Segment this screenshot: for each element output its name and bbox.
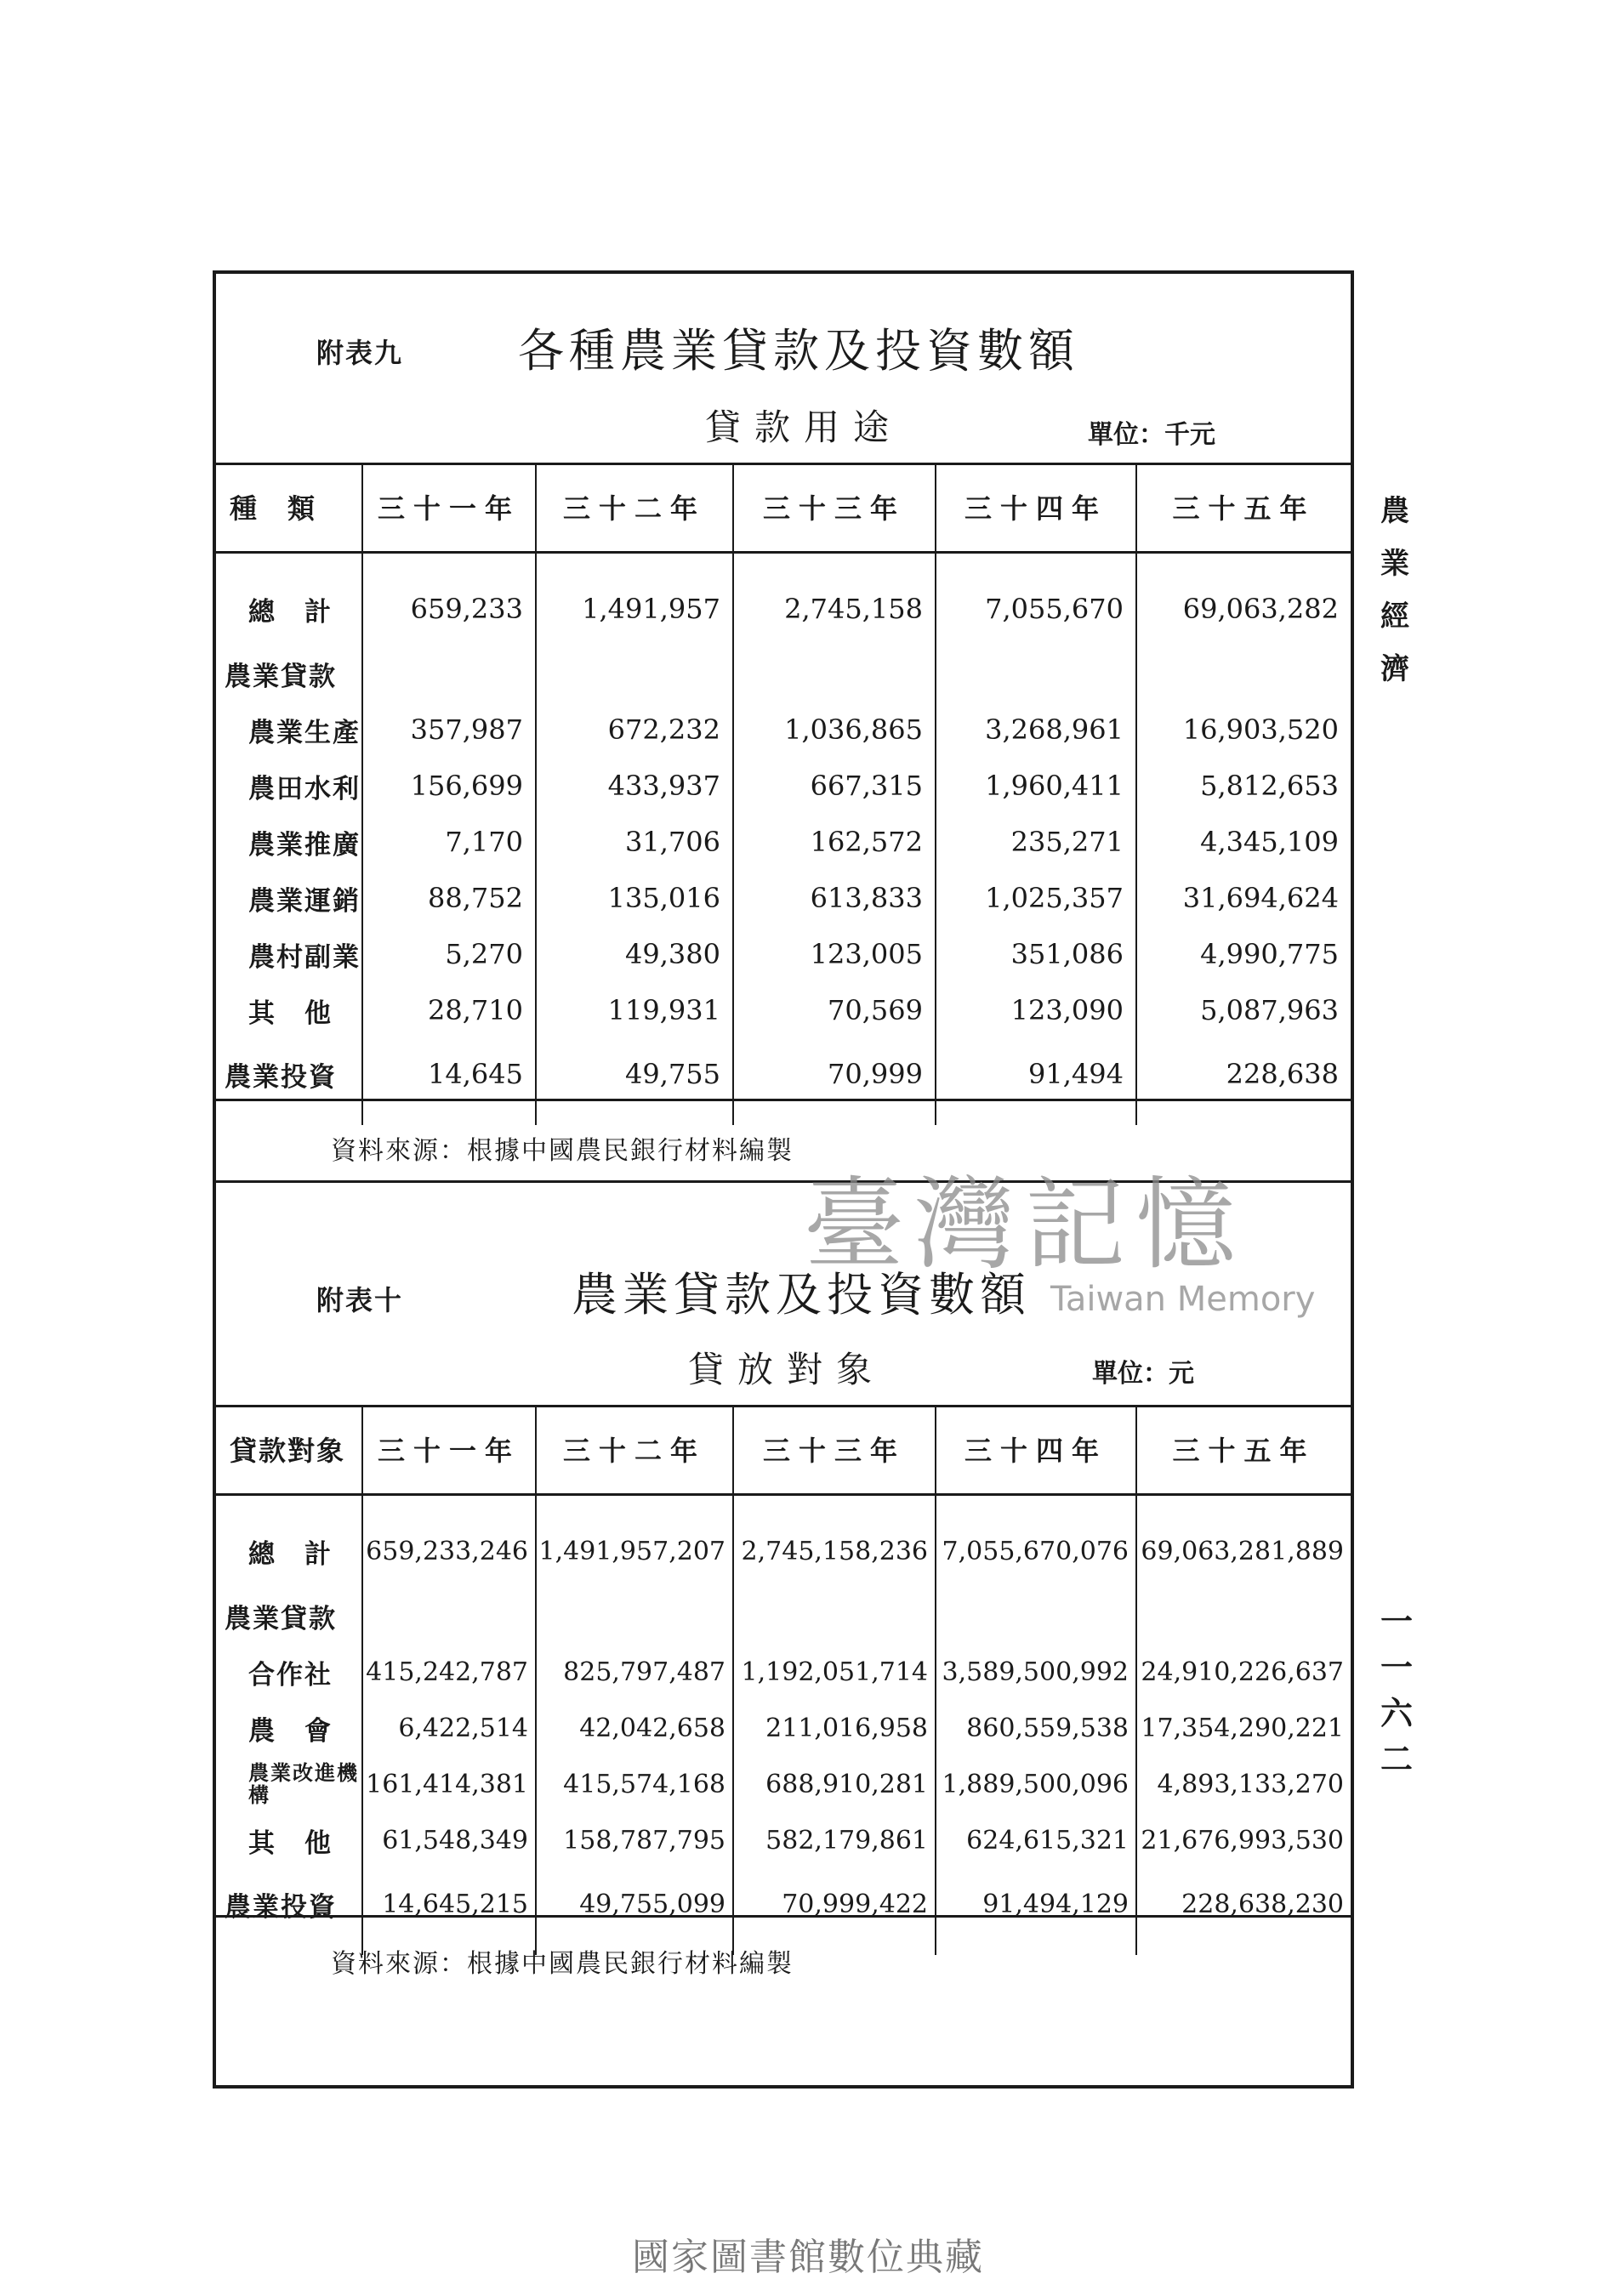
column-header: 三十一年: [362, 463, 536, 553]
cell: 5,087,963: [1136, 982, 1351, 1038]
column-header: 三十二年: [536, 1405, 733, 1495]
cell: 659,233,246: [362, 1495, 536, 1588]
cell: 7,055,670,076: [936, 1495, 1136, 1588]
row-label: 農田水利: [248, 773, 361, 804]
cell: 162,572: [733, 814, 936, 870]
divider: [216, 1180, 1351, 1183]
cell: 156,699: [362, 758, 536, 814]
row-label: 農業推廣: [248, 829, 361, 861]
cell: 4,345,109: [1136, 814, 1351, 870]
cell: 4,990,775: [1136, 926, 1351, 982]
cell: 860,559,538: [936, 1700, 1136, 1756]
column-header: 三十一年: [362, 1405, 536, 1495]
cell: 49,380: [536, 926, 733, 982]
cell: 1,036,865: [733, 702, 936, 758]
cell: 235,271: [936, 814, 1136, 870]
table-row: [216, 1812, 1351, 1868]
cell: 3,268,961: [936, 702, 1136, 758]
table-row: [216, 1588, 1351, 1644]
cell: 6,422,514: [362, 1700, 536, 1756]
cell: 415,242,787: [362, 1644, 536, 1700]
column-header: 三十二年: [536, 463, 733, 553]
column-header: 種 類: [216, 463, 362, 553]
row-label: 其 他: [248, 997, 333, 1029]
cell: 357,987: [362, 702, 536, 758]
row-label: 農業貸款: [225, 661, 337, 692]
cell: 119,931: [536, 982, 733, 1038]
table10-title: 農業貸款及投資數額: [572, 1268, 1031, 1321]
row-label: 農業投資: [225, 1891, 337, 1923]
table9: [216, 463, 1351, 1125]
column-header: 三十四年: [936, 463, 1136, 553]
cell: [1136, 645, 1351, 702]
cell: 69,063,282: [1136, 553, 1351, 646]
cell: 28,710: [362, 982, 536, 1038]
cell: 672,232: [536, 702, 733, 758]
cell: 624,615,321: [936, 1812, 1136, 1868]
cell: 3,589,500,992: [936, 1644, 1136, 1700]
cell: 17,354,290,221: [1136, 1700, 1351, 1756]
cell: 49,755,099: [536, 1868, 733, 1955]
table9-label: 附表九: [316, 337, 404, 369]
column-header: 三十五年: [1136, 463, 1351, 553]
cell: 5,812,653: [1136, 758, 1351, 814]
table-row: [216, 553, 1351, 646]
cell: 158,787,795: [536, 1812, 733, 1868]
cell: 2,745,158: [733, 553, 936, 646]
cell: 123,090: [936, 982, 1136, 1038]
divider: [216, 1099, 1351, 1101]
cell: 433,937: [536, 758, 733, 814]
cell: 4,893,133,270: [1136, 1756, 1351, 1812]
row-label: 農村副業: [248, 941, 361, 973]
cell: 70,569: [733, 982, 936, 1038]
watermark-chinese: 臺灣記憶: [804, 1166, 1247, 1283]
cell: 88,752: [362, 870, 536, 926]
archive-footer: 國家圖書館數位典藏: [632, 2236, 984, 2279]
cell: 582,179,861: [733, 1812, 936, 1868]
cell: 14,645: [362, 1038, 536, 1125]
cell: 825,797,487: [536, 1644, 733, 1700]
cell: [536, 645, 733, 702]
cell: 161,414,381: [362, 1756, 536, 1812]
cell: [733, 645, 936, 702]
cell: 351,086: [936, 926, 1136, 982]
cell: 1,491,957,207: [536, 1495, 733, 1588]
cell: [936, 1588, 1136, 1644]
cell: 688,910,281: [733, 1756, 936, 1812]
cell: 135,016: [536, 870, 733, 926]
column-header: 三十三年: [733, 1405, 936, 1495]
cell: 7,055,670: [936, 553, 1136, 646]
table10-unit: 單位：元: [1092, 1359, 1194, 1389]
row-label: 農業貸款: [225, 1603, 337, 1634]
cell: 70,999,422: [733, 1868, 936, 1955]
row-label: 其 他: [248, 1827, 333, 1859]
cell: [733, 1588, 936, 1644]
cell: 1,025,357: [936, 870, 1136, 926]
cell: 70,999: [733, 1038, 936, 1125]
cell: 21,676,993,530: [1136, 1812, 1351, 1868]
cell: 415,574,168: [536, 1756, 733, 1812]
table-row: [216, 1495, 1351, 1588]
cell: [362, 1588, 536, 1644]
cell: 1,889,500,096: [936, 1756, 1136, 1812]
cell: 1,192,051,714: [733, 1644, 936, 1700]
cell: 1,491,957: [536, 553, 733, 646]
cell: 69,063,281,889: [1136, 1495, 1351, 1588]
column-header: 貸款對象: [216, 1405, 362, 1495]
column-header: 三十四年: [936, 1405, 1136, 1495]
cell: 31,706: [536, 814, 733, 870]
divider: [216, 1915, 1351, 1918]
row-label: 總 計: [248, 1538, 333, 1570]
row-label: 農業運銷: [248, 885, 361, 917]
cell: 228,638,230: [1136, 1868, 1351, 1955]
column-header: 三十三年: [733, 463, 936, 553]
table-row: [216, 645, 1351, 702]
cell: [936, 645, 1136, 702]
table-row: [216, 926, 1351, 982]
cell: 91,494: [936, 1038, 1136, 1125]
cell: [362, 645, 536, 702]
cell: 42,042,658: [536, 1700, 733, 1756]
table10-label: 附表十: [316, 1284, 404, 1316]
row-label: 農業生產: [248, 717, 361, 748]
table10-source: 資料來源：根據中國農民銀行材料編製: [331, 1949, 794, 1979]
cell: 61,548,349: [362, 1812, 536, 1868]
table9-header-row: [216, 463, 1351, 553]
cell: 667,315: [733, 758, 936, 814]
table9-source: 資料來源：根據中國農民銀行材料編製: [331, 1136, 794, 1166]
column-header: 三十五年: [1136, 1405, 1351, 1495]
table9-subtitle: 貸款用途: [705, 406, 903, 448]
cell: 1,960,411: [936, 758, 1136, 814]
table-row: [216, 702, 1351, 758]
table-row: [216, 1644, 1351, 1700]
table-row: [216, 814, 1351, 870]
cell: 91,494,129: [936, 1868, 1136, 1955]
running-title: 農 業 經 濟: [1380, 494, 1409, 686]
cell: 613,833: [733, 870, 936, 926]
table10-header-row: [216, 1405, 1351, 1495]
row-label: 合作社: [248, 1659, 333, 1691]
cell: 14,645,215: [362, 1868, 536, 1955]
table10-subtitle: 貸放對象: [688, 1349, 886, 1390]
cell: 16,903,520: [1136, 702, 1351, 758]
cell: 5,270: [362, 926, 536, 982]
cell: 2,745,158,236: [733, 1495, 936, 1588]
table9-unit: 單位：千元: [1088, 420, 1215, 450]
cell: 123,005: [733, 926, 936, 982]
watermark-english: Taiwan Memory: [1050, 1280, 1316, 1319]
cell: 24,910,226,637: [1136, 1644, 1351, 1700]
page-frame: [213, 270, 1354, 2089]
table9-title: 各種農業貸款及投資數額: [518, 324, 1079, 378]
cell: [1136, 1588, 1351, 1644]
cell: 7,170: [362, 814, 536, 870]
row-label: 總 計: [248, 596, 333, 628]
cell: 659,233: [362, 553, 536, 646]
cell: 49,755: [536, 1038, 733, 1125]
table-row: [216, 1038, 1351, 1125]
row-label: 農 會: [248, 1715, 333, 1747]
table10: [216, 1405, 1351, 1955]
cell: [536, 1588, 733, 1644]
table-row: [216, 758, 1351, 814]
table-row: [216, 1700, 1351, 1756]
table-row: [216, 870, 1351, 926]
page-number: 一 一 六 二: [1380, 1602, 1413, 1778]
table-row: [216, 1756, 1351, 1812]
row-label: 農業投資: [225, 1061, 337, 1093]
row-label: 農業改進機構: [248, 1760, 359, 1807]
cell: 31,694,624: [1136, 870, 1351, 926]
cell: 228,638: [1136, 1038, 1351, 1125]
cell: 211,016,958: [733, 1700, 936, 1756]
table-row: [216, 982, 1351, 1038]
